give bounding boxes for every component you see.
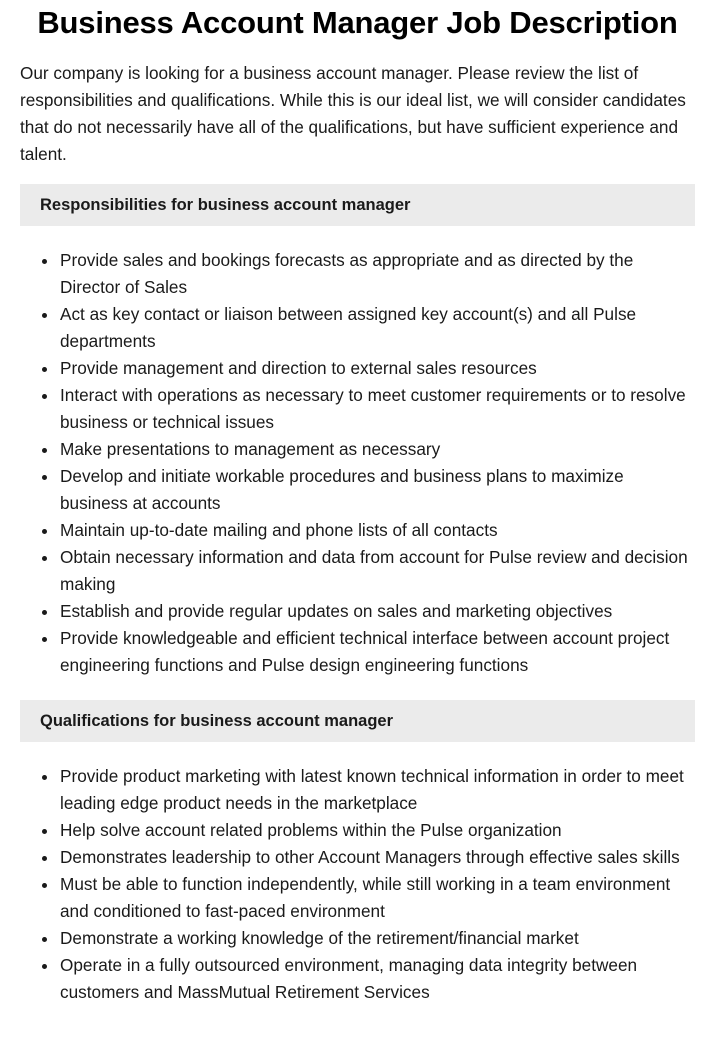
- list-item: Help solve account related problems within the Pulse organization: [20, 817, 695, 844]
- list-item: Must be able to function independently, while still working in a team environment and conditioned to fast-paced environment: [20, 871, 695, 925]
- list-item: Demonstrates leadership to other Account Managers through effective sales skills: [20, 844, 695, 871]
- list-item: Maintain up-to-date mailing and phone lists of all contacts: [20, 517, 695, 544]
- responsibilities-heading: Responsibilities for business account manager: [20, 184, 695, 226]
- list-item: Establish and provide regular updates on sales and marketing objectives: [20, 598, 695, 625]
- intro-paragraph: Our company is looking for a business account manager. Please review the list of responsibilities and qualifications. While this is our ideal list, we will consider candidates that do not necessarily have all of the qualifications, but have sufficient experience and talent.: [20, 63, 686, 164]
- page-title: Business Account Manager Job Description: [37, 5, 678, 40]
- list-item: Provide product marketing with latest known technical information in order to meet leading edge product needs in the marketplace: [20, 763, 695, 817]
- qualifications-heading: Qualifications for business account manager: [20, 700, 695, 742]
- list-item: Operate in a fully outsourced environment, managing data integrity between customers and MassMutual Retirement Services: [20, 952, 695, 1006]
- list-item: Provide management and direction to external sales resources: [20, 355, 695, 382]
- list-item: Demonstrate a working knowledge of the retirement/financial market: [20, 925, 695, 952]
- list-item: Interact with operations as necessary to meet customer requirements or to resolve business or technical issues: [20, 382, 695, 436]
- responsibilities-list: [20, 247, 695, 679]
- section-spacer: [20, 679, 695, 684]
- list-item: Act as key contact or liaison between assigned key account(s) and all Pulse departments: [20, 301, 695, 355]
- list-item: Make presentations to management as necessary: [20, 436, 695, 463]
- list-item: Provide sales and bookings forecasts as appropriate and as directed by the Director of Sales: [20, 247, 695, 301]
- list-item: Develop and initiate workable procedures and business plans to maximize business at accounts: [20, 463, 695, 517]
- list-item: Obtain necessary information and data from account for Pulse review and decision making: [20, 544, 695, 598]
- list-item: Provide knowledgeable and efficient technical interface between account project engineering functions and Pulse design engineering functions: [20, 625, 695, 679]
- qualifications-list: [20, 763, 695, 1006]
